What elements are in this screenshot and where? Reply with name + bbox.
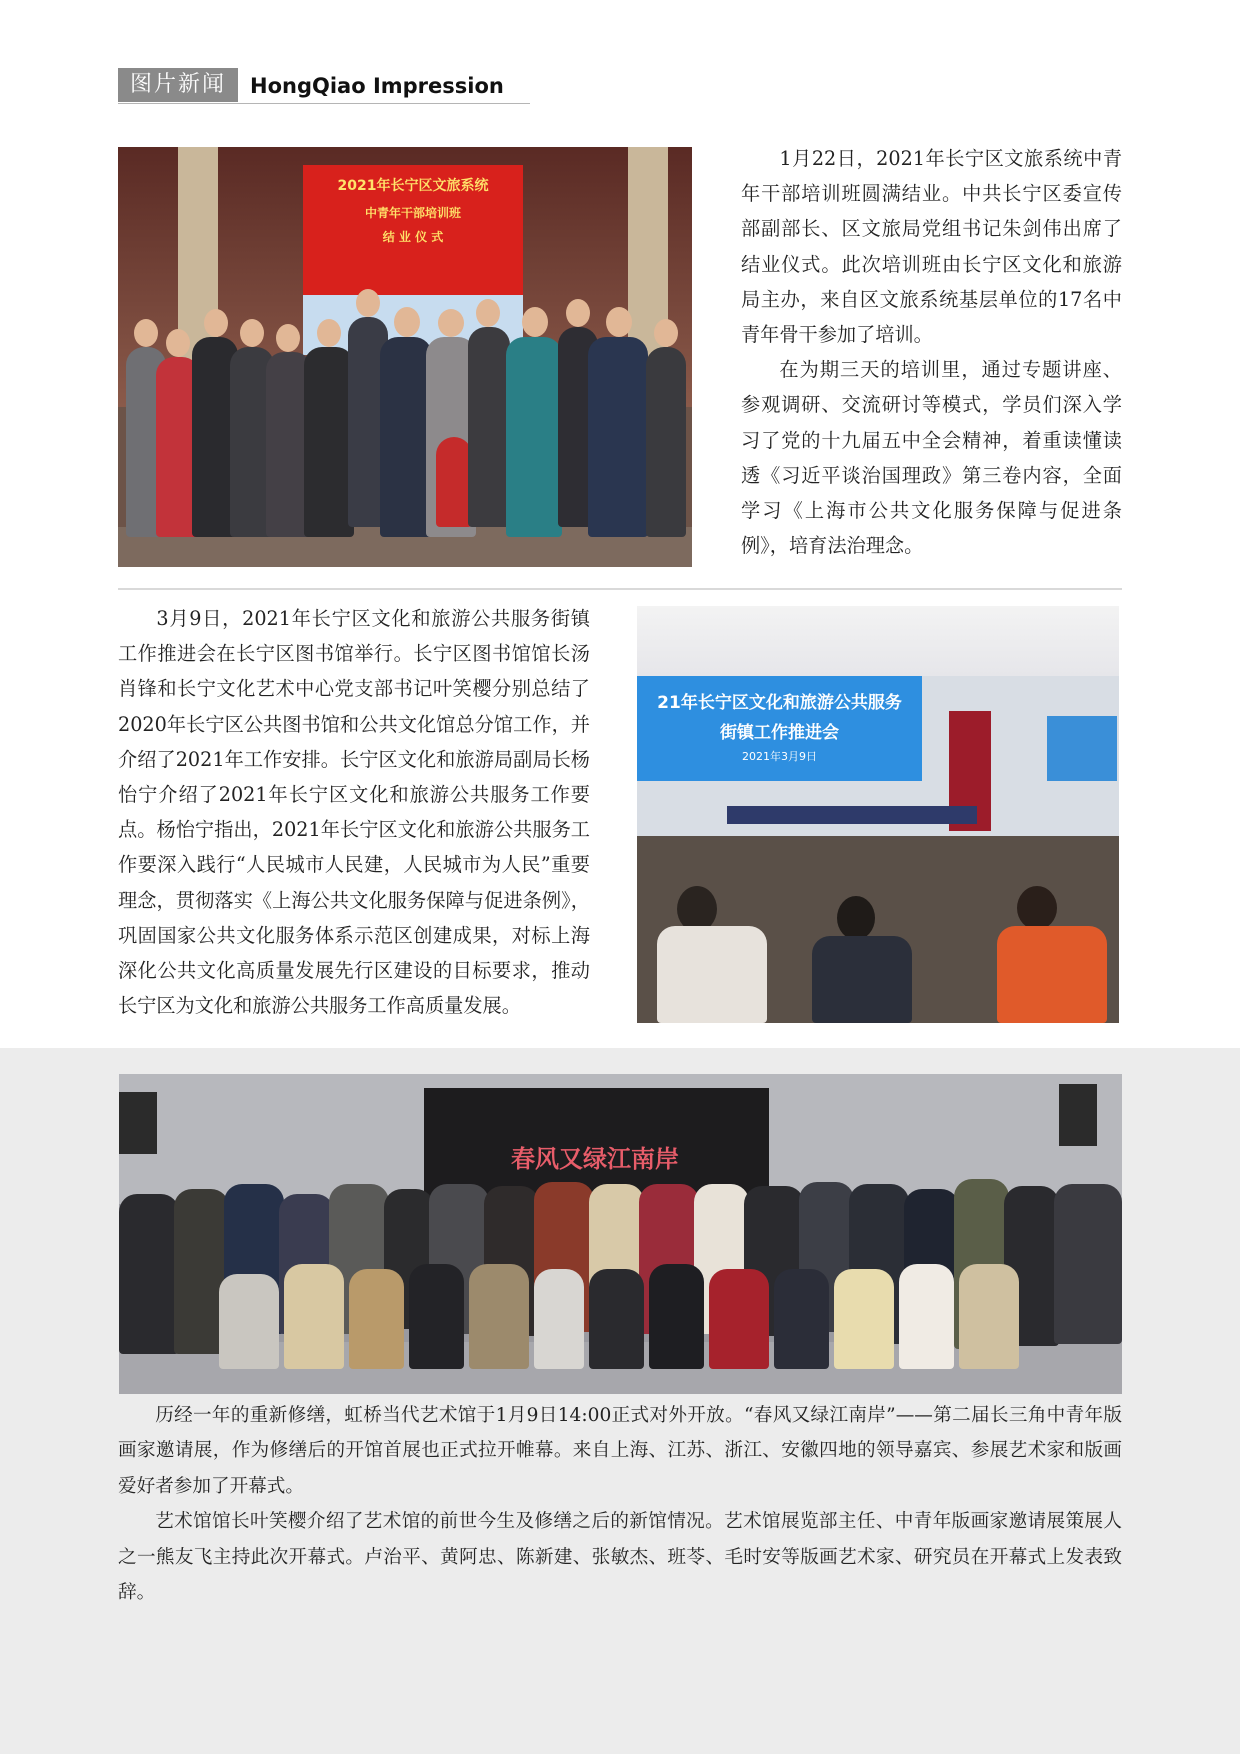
photo-person-head (654, 319, 678, 347)
photo-speaker (119, 1092, 157, 1154)
section-tag: 图片新闻 (118, 68, 238, 102)
photo-banner (303, 165, 523, 295)
header-rule (118, 103, 530, 104)
photo-banner-line: 2021年长宁区文旅系统 (337, 178, 489, 194)
photo-speaker (1059, 1084, 1097, 1146)
photo-person (588, 337, 648, 537)
photo-meeting (637, 606, 1119, 1023)
photo-person (834, 1269, 894, 1369)
photo-side-screen (1047, 716, 1117, 781)
photo-person (646, 347, 686, 537)
photo-screen-date: 2021年3月9日 (742, 750, 817, 763)
photo-person-head (1017, 886, 1057, 930)
photo-screen-line: 街镇工作推进会 (720, 723, 839, 743)
photo-person-head (606, 307, 632, 337)
photo-art-exhibition-opening (119, 1074, 1122, 1394)
photo-person (899, 1264, 954, 1369)
article-paragraph: 艺术馆馆长叶笑樱介绍了艺术馆的前世今生及修缮之后的新馆情况。艺术馆展览部主任、中青年版画家邀请展策展人之一熊友飞主持此次开幕式。卢治平、黄阿忠、陈新建、张敏杰、班苓、毛时安等版画艺术家、研究员在开幕式上发表致辞。 (118, 1511, 1122, 1604)
photo-person (284, 1264, 344, 1369)
photo-person-head (394, 307, 420, 337)
photo-person (649, 1264, 704, 1369)
article-paragraph: 历经一年的重新修缮，虹桥当代艺术馆于1月9日14:00正式对外开放。“春风又绿江南岸”——第二届长三角中青年版画家邀请展，作为修缮后的开馆首展也正式拉开帷幕。来自上海、江苏、浙江、安徽四地的领导嘉宾、参展艺术家和版画爱好者参加了开幕式。 (118, 1405, 1122, 1497)
photo-person-head (204, 309, 228, 337)
photo-ceiling (637, 606, 1119, 676)
photo-person (1054, 1184, 1122, 1344)
photo-person-head (837, 896, 875, 940)
photo-training-graduation (118, 147, 692, 567)
photo-person-head (476, 299, 500, 327)
photo-person (534, 1269, 584, 1369)
photo-person (709, 1269, 769, 1369)
photo-person-head (438, 309, 464, 337)
photo-person-head (134, 319, 158, 347)
section-divider (118, 588, 1122, 590)
photo-projection-screen (637, 676, 922, 781)
photo-person (774, 1269, 829, 1369)
photo-person (997, 926, 1107, 1023)
article-paragraph: 在为期三天的培训里，通过专题讲座、参观调研、交流研讨等模式，学员们深入学习了党的十九届五中全会精神，着重读懂读透《习近平谈治国理政》第三卷内容，全面学习《上海市公共文化服务保障与促进条例》，培育法治理念。 (741, 358, 1122, 558)
photo-person-head (522, 307, 548, 337)
article-paragraph: 3月9日，2021年长宁区文化和旅游公共服务街镇工作推进会在长宁区图书馆举行。长宁区图书馆馆长汤肖锋和长宁文化艺术中心党支部书记叶笑樱分别总结了2020年长宁区公共图书馆和公共文化馆总分馆工作，并介绍了2021年工作安排。长宁区文化和旅游局副局长杨怡宁介绍了2021年长宁区文化和旅游公共服务工作要点。杨怡宁指出，2021年长宁区文化和旅游公共服务工作要深入践行“人民城市人民建，人民城市为人民”重要理念，贯彻落实《上海公共文化服务保障与促进条例》，巩固国家公共文化服务体系示范区创建成果，对标上海深化公共文化高质量发展先行区建设的目标要求，推动长宁区为文化和旅游公共服务工作高质量发展。 (118, 607, 590, 1018)
photo-person (219, 1274, 279, 1369)
photo-person (304, 347, 354, 537)
photo-person (657, 926, 767, 1023)
photo-person (436, 437, 472, 527)
photo-person-head (317, 319, 341, 347)
photo-banner-line: 中青年干部培训班 (364, 206, 461, 220)
photo-banner-line: 结 业 仪 式 (382, 230, 444, 244)
section-header (118, 68, 530, 104)
section-title-en: HongQiao Impression (250, 74, 504, 98)
photo-person-head (276, 324, 300, 352)
photo-person (468, 327, 510, 527)
photo-person (380, 337, 432, 537)
article-paragraph: 1月22日，2021年长宁区文旅系统中青年干部培训班圆满结业。中共长宁区委宣传部副部长、区文旅局党组书记朱剑伟出席了结业仪式。此次培训班由长宁区文化和旅游局主办，来自区文旅系统基层单位的17名中青年骨干参加了培训。 (741, 147, 1122, 347)
photo-person-head (356, 289, 380, 317)
photo-person (469, 1264, 529, 1369)
photo-screen-line: 21年长宁区文化和旅游公共服务 (657, 693, 902, 713)
photo-person (589, 1269, 644, 1369)
photo-person (409, 1264, 464, 1369)
photo-person (506, 337, 562, 537)
photo-person (119, 1194, 179, 1354)
photo-exhibition-title: 春风又绿江南岸 (511, 1145, 679, 1173)
photo-person (349, 1269, 404, 1369)
photo-person (959, 1264, 1019, 1369)
photo-person (812, 936, 912, 1023)
photo-person-head (166, 329, 190, 357)
article-art-museum (118, 1398, 1122, 1610)
photo-person-head (566, 299, 590, 327)
photo-person-head (240, 319, 264, 347)
article-training (741, 141, 1122, 563)
photo-desk (727, 806, 977, 824)
article-public-service-meeting (118, 601, 590, 1023)
